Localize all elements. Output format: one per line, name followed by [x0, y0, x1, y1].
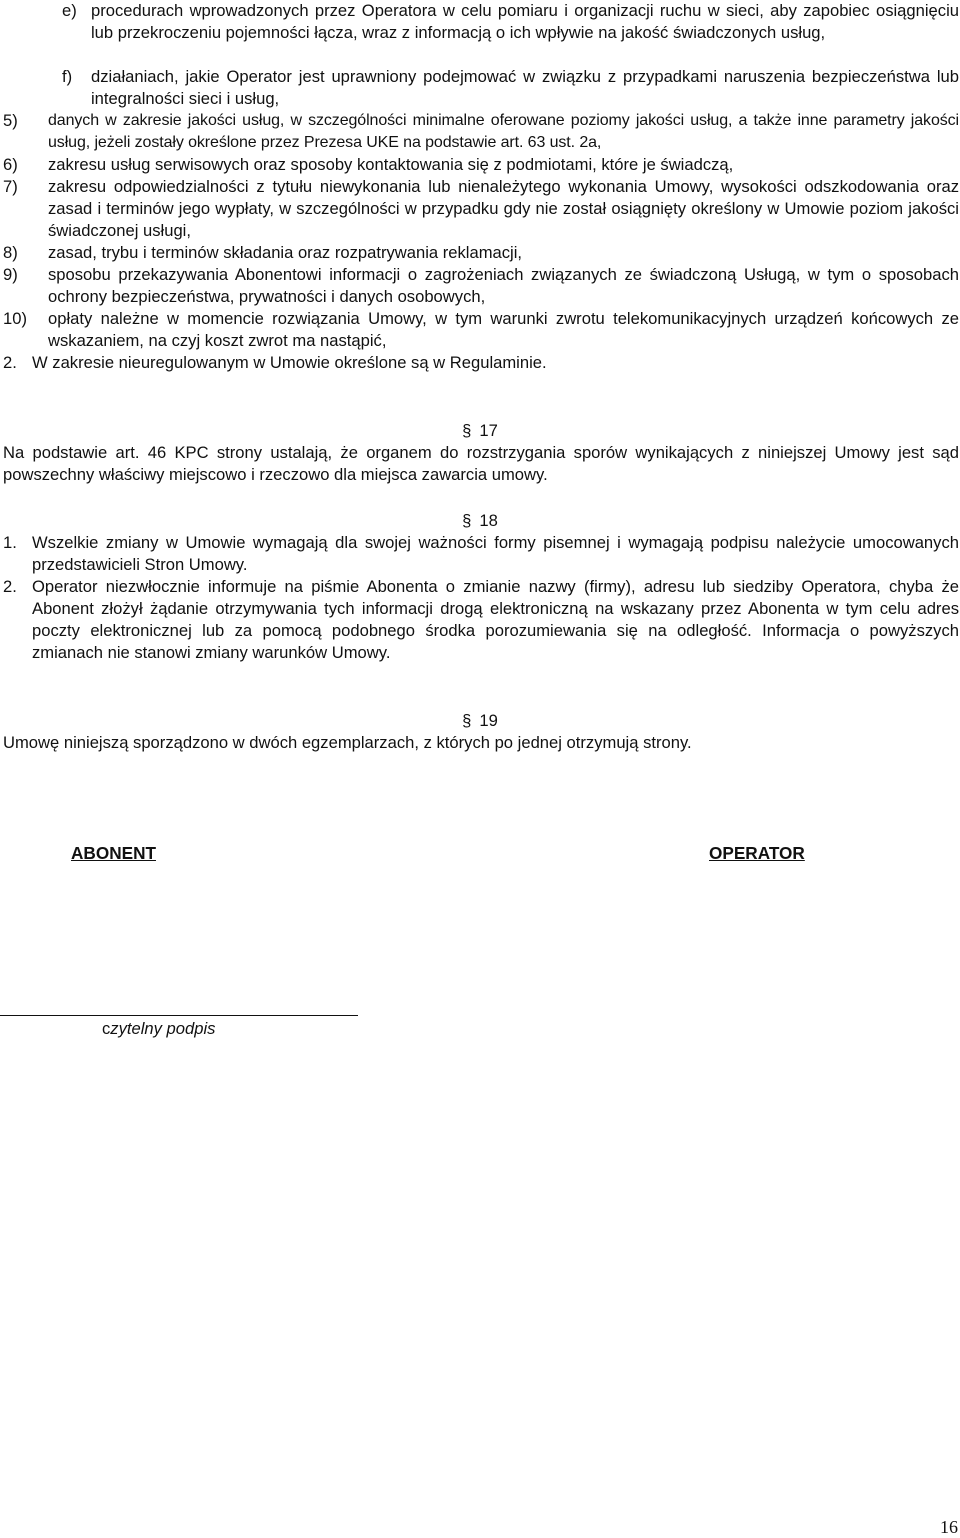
section-number: 19 [479, 711, 498, 730]
caption-first-letter: c [102, 1019, 111, 1038]
section-17-text: Na podstawie art. 46 KPC strony ustalają, że organem do rozstrzygania sporów wynikających z niniejszej Umowy jest sąd powszechny właściwy miejscowo i rzeczowo dla miejsca zawarcia umowy. [3, 443, 959, 484]
list-marker: 6) [3, 155, 18, 174]
list-marker: 5) [3, 111, 18, 130]
section-number: 17 [479, 421, 498, 440]
signature-line [0, 1015, 358, 1016]
section-heading-18 [0, 510, 960, 532]
list-marker: 8) [3, 243, 18, 262]
section-heading-17 [0, 420, 960, 442]
section-symbol: § [462, 421, 472, 440]
point-text: Wszelkie zmiany w Umowie wymagają dla swojej ważności formy pisemnej i wymagają podpisu należycie umocowanych przedstawicieli Stron Umowy. [32, 533, 959, 574]
list-marker: 10) [3, 309, 27, 328]
list-text: sposobu przekazywania Abonentowi informacji o zagrożeniach związanych ze świadczoną Usługą, w tym o sposobach ochrony bezpieczeństwa, prywatności i danych osobowych, [48, 265, 959, 306]
list-marker: 7) [3, 177, 18, 196]
list-text: procedurach wprowadzonych przez Operatora w celu pomiaru i organizacji ruchu w sieci, aby zapobiec osiągnięciu lub przekroczeniu pojemności łącza, wraz z informacją o ich wpływie na jakość świadczonych usług, [91, 1, 959, 42]
list-item-8 [3, 242, 959, 264]
section-symbol: § [462, 511, 472, 530]
signature-label-abonent: ABONENT [71, 843, 156, 863]
list-item-5 [3, 110, 959, 154]
point-text: W zakresie nieuregulowanym w Umowie określone są w Regulaminie. [32, 353, 547, 372]
signature-label-operator: OPERATOR [709, 843, 805, 863]
list-text: działaniach, jakie Operator jest uprawniony podejmować w związku z przypadkami naruszenia bezpieczeństwa lub integralności sieci i usług, [91, 67, 959, 108]
list-text: danych w zakresie jakości usług, w szczególności minimalne oferowane poziomy jakości usług, a także inne parametry jakości usług, jeżeli zostały określone przez Prezesa UKE na podstawie art. 63 ust. 2a, [48, 112, 959, 151]
list-text: zakresu usług serwisowych oraz sposoby kontaktowania się z podmiotami, które je świadczą, [48, 155, 734, 174]
list-text: zakresu odpowiedzialności z tytułu niewykonania lub nienależytego wykonania Umowy, wysokości odszkodowania oraz zasad i terminów jego wypłaty, w szczególności w przypadku gdy nie został osiągnięty określony w Umowie poziom jakości świadczonej usługi, [48, 177, 959, 240]
section-18-point-2 [3, 576, 959, 664]
caption-rest: zytelny podpis [110, 1019, 216, 1038]
list-text: zasad, trybu i terminów składania oraz rozpatrywania reklamacji, [48, 243, 523, 262]
section-symbol: § [462, 711, 472, 730]
list-item-7 [3, 176, 959, 242]
page-number: 16 [940, 1517, 958, 1537]
point-2 [3, 352, 959, 374]
point-marker: 2. [3, 577, 17, 596]
section-heading-19 [0, 710, 960, 732]
list-item-f [62, 66, 959, 110]
list-marker: f) [62, 67, 73, 86]
list-item-9 [3, 264, 959, 308]
section-18-point-1 [3, 532, 959, 576]
signature-caption [102, 1018, 215, 1040]
point-text: Operator niezwłocznie informuje na piśmie Abonenta o zmianie nazwy (firmy), adresu lub siedziby Operatora, chyba że Abonent złożył żądanie otrzymywania tych informacji drogą elektroniczną na wskazany przez Abonenta w tym celu adres poczty elektronicznej lub za pomocą podobnego środka porozumiewania się na odległość. Informacja o powyższych zmianach nie stanowi zmiany warunków Umowy. [32, 577, 959, 662]
section-19-text: Umowę niniejszą sporządzono w dwóch egzemplarzach, z których po jednej otrzymują strony. [3, 733, 692, 752]
list-text: opłaty należne w momencie rozwiązania Umowy, w tym warunki zwrotu telekomunikacyjnych urządzeń końcowych ze wskazaniem, na czyj koszt zwrot ma nastąpić, [48, 309, 959, 350]
point-marker: 1. [3, 533, 17, 552]
list-marker: 9) [3, 265, 18, 284]
list-item-10 [3, 308, 959, 352]
list-item-6 [3, 154, 959, 176]
list-marker: e) [62, 1, 77, 20]
section-number: 18 [479, 511, 498, 530]
point-marker: 2. [3, 353, 17, 372]
list-item-e [62, 0, 959, 44]
